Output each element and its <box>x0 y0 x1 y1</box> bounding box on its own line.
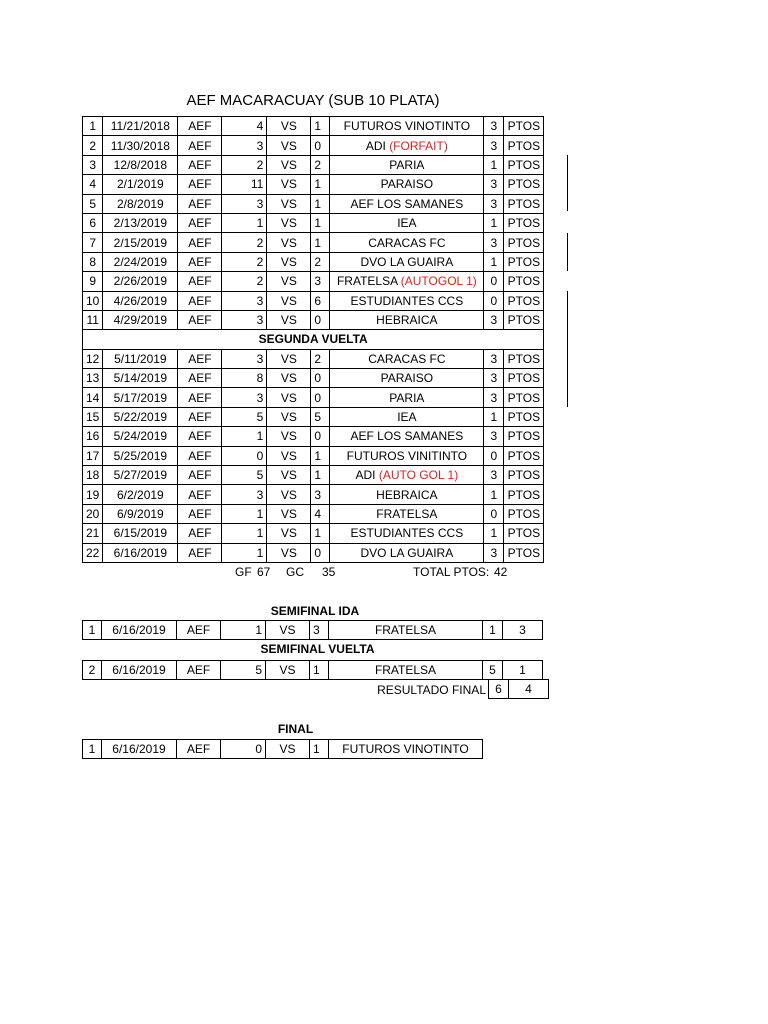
total-pts-value: 42 <box>494 565 508 579</box>
goals-for: 0 <box>221 740 266 759</box>
goals-for: 3 <box>222 349 267 368</box>
match-date: 2/8/2019 <box>103 194 178 213</box>
opponent: FUTUROS VINOTINTO <box>329 740 483 759</box>
vs-label: VS <box>267 504 311 523</box>
league-matches-table <box>82 116 544 563</box>
home-team: AEF <box>178 369 222 388</box>
match-date: 2/24/2019 <box>103 252 178 271</box>
goals-for: 1 <box>222 504 267 523</box>
opponent-name: AEF LOS SAMANES <box>350 429 464 444</box>
home-team: AEF <box>178 233 222 252</box>
home-team: AEF <box>178 117 222 136</box>
points: 3 <box>484 349 504 368</box>
goals-for: 11 <box>222 175 267 194</box>
points-label: PTOS <box>504 117 544 136</box>
points: 3 <box>484 117 504 136</box>
opponent-note: (AUTO GOL 1) <box>378 468 459 483</box>
table-row <box>83 136 544 155</box>
table-row <box>83 117 544 136</box>
opponent <box>330 252 484 271</box>
resultado-final-label: RESULTADO FINAL <box>377 683 486 697</box>
points: 0 <box>484 291 504 310</box>
table-row <box>83 194 544 213</box>
match-date: 5/17/2019 <box>103 388 178 407</box>
match-number: 2 <box>83 661 102 680</box>
opponent-name: ESTUDIANTES CCS <box>350 293 464 308</box>
match-date: 2/13/2019 <box>103 213 178 232</box>
table-row <box>83 466 544 485</box>
match-number: 20 <box>83 504 103 523</box>
points-label: PTOS <box>504 310 544 329</box>
table-row <box>83 427 544 446</box>
margin-line <box>567 233 568 271</box>
opponent <box>330 388 484 407</box>
points: 0 <box>484 504 504 523</box>
match-number: 2 <box>83 136 103 155</box>
match-number: 15 <box>83 407 103 426</box>
match-date: 2/15/2019 <box>103 233 178 252</box>
points-label: PTOS <box>504 136 544 155</box>
match-number: 14 <box>83 388 103 407</box>
points-label: PTOS <box>504 446 544 465</box>
vs-label: VS <box>267 136 311 155</box>
opponent <box>330 446 484 465</box>
gc-total: 35 <box>322 565 336 579</box>
match-number: 1 <box>83 740 102 759</box>
opponent-name: IEA <box>397 410 417 425</box>
opponent-name: ADI <box>365 138 390 153</box>
table-row <box>83 233 544 252</box>
vs-label: VS <box>267 427 311 446</box>
home-team: AEF <box>178 388 222 407</box>
table-row <box>83 155 544 174</box>
opponent-name: FUTUROS VINITINTO <box>346 448 468 463</box>
table-row <box>83 291 544 310</box>
match-number: 9 <box>83 272 103 291</box>
goals-for: 5 <box>222 466 267 485</box>
match-date: 6/16/2019 <box>102 621 177 640</box>
goals-for: 3 <box>222 291 267 310</box>
match-date: 6/2/2019 <box>103 485 178 504</box>
vs-label: VS <box>267 252 311 271</box>
match-number: 7 <box>83 233 103 252</box>
opponent <box>330 213 484 232</box>
opponent-note: (AUTOGOL 1) <box>400 274 477 289</box>
points-label: PTOS <box>504 485 544 504</box>
points: 3 <box>484 175 504 194</box>
goals-for: 3 <box>222 485 267 504</box>
goals-for: 2 <box>222 252 267 271</box>
opponent-name: FRATELSA <box>336 274 401 289</box>
match-number: 1 <box>83 117 103 136</box>
goals-against: 0 <box>311 310 330 329</box>
points: 3 <box>484 194 504 213</box>
goals-against: 3 <box>311 272 330 291</box>
result-b: 4 <box>509 680 549 699</box>
points: 1 <box>484 524 504 543</box>
home-team: AEF <box>178 485 222 504</box>
margin-line <box>567 291 568 407</box>
goals-against: 1 <box>310 740 329 759</box>
points: 1 <box>484 407 504 426</box>
match-number: 8 <box>83 252 103 271</box>
semifinal-vuelta-table <box>82 660 543 680</box>
points: 1 <box>484 213 504 232</box>
home-team: AEF <box>178 213 222 232</box>
table-row <box>83 310 544 329</box>
goals-against: 0 <box>311 427 330 446</box>
goals-against: 1 <box>311 446 330 465</box>
vs-label: VS <box>266 621 310 640</box>
opponent <box>330 543 484 562</box>
vs-label: VS <box>267 310 311 329</box>
table-row <box>83 543 544 562</box>
goals-against: 3 <box>310 621 329 640</box>
goals-for: 3 <box>222 310 267 329</box>
goals-for: 2 <box>222 272 267 291</box>
goals-against: 0 <box>311 388 330 407</box>
opponent-name: FRATELSA <box>376 507 438 521</box>
opponent <box>330 194 484 213</box>
points: 3 <box>484 310 504 329</box>
match-number: 1 <box>83 621 102 640</box>
vs-label: VS <box>267 369 311 388</box>
match-date: 4/29/2019 <box>103 310 178 329</box>
final-label: FINAL <box>277 722 314 736</box>
opponent-name: PARIA <box>389 157 425 172</box>
points-label: PTOS <box>504 194 544 213</box>
table-row <box>83 272 544 291</box>
score-a: 5 <box>483 661 503 680</box>
match-date: 6/16/2019 <box>102 661 177 680</box>
match-number: 6 <box>83 213 103 232</box>
match-date: 6/9/2019 <box>103 504 178 523</box>
opponent <box>330 485 484 504</box>
segunda-vuelta-rows <box>83 349 544 562</box>
goals-for: 1 <box>222 524 267 543</box>
vs-label: VS <box>267 291 311 310</box>
home-team: AEF <box>177 621 221 640</box>
opponent-name: AEF LOS SAMANES <box>350 196 464 211</box>
match-date: 5/22/2019 <box>103 407 178 426</box>
table-row <box>83 407 544 426</box>
final-table <box>82 739 483 759</box>
table-row <box>83 349 544 368</box>
home-team: AEF <box>178 194 222 213</box>
vs-label: VS <box>267 466 311 485</box>
home-team: AEF <box>178 252 222 271</box>
segunda-vuelta-header <box>83 330 544 349</box>
gc-label: GC <box>286 565 304 579</box>
match-date: 5/24/2019 <box>103 427 178 446</box>
opponent-name: ESTUDIANTES CCS <box>350 526 464 541</box>
opponent-name: HEBRAICA <box>376 487 438 502</box>
goals-against: 1 <box>311 175 330 194</box>
opponent-name: FUTUROS VINOTINTO <box>343 119 471 134</box>
points-label: PTOS <box>504 369 544 388</box>
home-team: AEF <box>177 661 221 680</box>
points: 3 <box>484 543 504 562</box>
goals-for: 2 <box>222 233 267 252</box>
opponent <box>330 175 484 194</box>
opponent-name: IEA <box>397 216 417 231</box>
semifinal-ida-label: SEMIFINAL IDA <box>270 604 360 618</box>
score-b: 1 <box>503 661 543 680</box>
goals-for: 5 <box>222 407 267 426</box>
home-team: AEF <box>178 155 222 174</box>
primera-vuelta-rows <box>83 117 544 330</box>
points: 3 <box>484 466 504 485</box>
table-row <box>489 680 549 699</box>
result-a: 6 <box>489 680 509 699</box>
vs-label: VS <box>266 661 310 680</box>
score-a: 1 <box>483 621 503 640</box>
goals-for: 3 <box>222 136 267 155</box>
home-team: AEF <box>178 466 222 485</box>
opponent-name: PARIA <box>389 390 425 405</box>
vs-label: VS <box>267 117 311 136</box>
table-row <box>83 446 544 465</box>
match-date: 4/26/2019 <box>103 291 178 310</box>
opponent <box>330 136 484 155</box>
goals-for: 1 <box>221 621 266 640</box>
vs-label: VS <box>267 349 311 368</box>
home-team: AEF <box>178 136 222 155</box>
opponent-name: HEBRAICA <box>376 313 438 328</box>
opponent-name: ADI <box>355 468 379 483</box>
goals-against: 1 <box>311 213 330 232</box>
goals-for: 2 <box>222 155 267 174</box>
match-date: 5/14/2019 <box>103 369 178 388</box>
goals-against: 0 <box>311 543 330 562</box>
points-label: PTOS <box>504 427 544 446</box>
opponent <box>330 427 484 446</box>
vs-label: VS <box>267 194 311 213</box>
match-number: 13 <box>83 369 103 388</box>
opponent-note: (FORFAIT) <box>389 138 448 153</box>
opponent-name: CARACAS FC <box>368 235 446 250</box>
semifinal-vuelta-label: SEMIFINAL VUELTA <box>260 642 375 656</box>
match-number: 17 <box>83 446 103 465</box>
vs-label: VS <box>267 175 311 194</box>
points: 0 <box>484 446 504 465</box>
points-label: PTOS <box>504 213 544 232</box>
points: 1 <box>484 155 504 174</box>
points: 3 <box>484 369 504 388</box>
goals-for: 5 <box>221 661 266 680</box>
table-row <box>83 485 544 504</box>
resultado-final-table <box>488 679 549 699</box>
match-date: 5/27/2019 <box>103 466 178 485</box>
vs-label: VS <box>266 740 310 759</box>
match-date: 11/30/2018 <box>103 136 178 155</box>
table-row <box>83 369 544 388</box>
match-number: 4 <box>83 175 103 194</box>
vs-label: VS <box>267 446 311 465</box>
score-b: 3 <box>503 621 543 640</box>
home-team: AEF <box>178 543 222 562</box>
points-label: PTOS <box>504 349 544 368</box>
goals-for: 3 <box>222 194 267 213</box>
document-title: AEF MACARACUAY (SUB 10 PLATA) <box>186 92 440 109</box>
points-label: PTOS <box>504 175 544 194</box>
points: 3 <box>484 427 504 446</box>
match-date: 2/26/2019 <box>103 272 178 291</box>
opponent-name: PARAISO <box>380 177 434 192</box>
goals-against: 4 <box>311 504 330 523</box>
points-label: PTOS <box>504 155 544 174</box>
match-number: 3 <box>83 155 103 174</box>
points-label: PTOS <box>504 272 544 291</box>
table-row <box>83 388 544 407</box>
match-number: 12 <box>83 349 103 368</box>
opponent <box>330 310 484 329</box>
margin-line <box>567 155 568 211</box>
goals-against: 5 <box>311 407 330 426</box>
points: 1 <box>484 485 504 504</box>
home-team: AEF <box>177 740 221 759</box>
table-row <box>83 524 544 543</box>
vs-label: VS <box>267 213 311 232</box>
points-label: PTOS <box>504 388 544 407</box>
goals-against: 0 <box>311 136 330 155</box>
total-pts-label: TOTAL PTOS: <box>413 565 490 579</box>
goals-against: 1 <box>311 194 330 213</box>
opponent-name: DVO LA GUAIRA <box>360 254 454 269</box>
goals-against: 2 <box>311 252 330 271</box>
opponent <box>330 524 484 543</box>
home-team: AEF <box>178 504 222 523</box>
goals-for: 0 <box>222 446 267 465</box>
vs-label: VS <box>267 155 311 174</box>
semifinal-ida-table <box>82 620 543 640</box>
match-date: 5/25/2019 <box>103 446 178 465</box>
goals-against: 0 <box>311 369 330 388</box>
goals-for: 4 <box>222 117 267 136</box>
goals-against: 2 <box>311 155 330 174</box>
points-label: PTOS <box>504 524 544 543</box>
match-date: 12/8/2018 <box>103 155 178 174</box>
match-date: 2/1/2019 <box>103 175 178 194</box>
table-row <box>83 252 544 271</box>
home-team: AEF <box>178 446 222 465</box>
points-label: PTOS <box>504 407 544 426</box>
home-team: AEF <box>178 349 222 368</box>
match-date: 6/16/2019 <box>103 543 178 562</box>
opponent <box>330 272 484 291</box>
match-number: 22 <box>83 543 103 562</box>
points: 0 <box>484 272 504 291</box>
opponent <box>330 407 484 426</box>
goals-for: 3 <box>222 388 267 407</box>
points: 3 <box>484 136 504 155</box>
opponent: FRATELSA <box>329 621 483 640</box>
gf-total: 67 <box>257 565 271 579</box>
goals-against: 1 <box>311 233 330 252</box>
goals-for: 8 <box>222 369 267 388</box>
home-team: AEF <box>178 272 222 291</box>
match-number: 21 <box>83 524 103 543</box>
table-row <box>83 740 483 759</box>
opponent <box>330 349 484 368</box>
match-number: 19 <box>83 485 103 504</box>
table-row <box>83 661 543 680</box>
opponent <box>330 291 484 310</box>
match-date: 5/11/2019 <box>103 349 178 368</box>
vs-label: VS <box>267 233 311 252</box>
home-team: AEF <box>178 291 222 310</box>
opponent: FRATELSA <box>329 661 483 680</box>
opponent <box>330 504 484 523</box>
opponent <box>330 117 484 136</box>
match-date: 6/16/2019 <box>102 740 177 759</box>
goals-for: 1 <box>222 427 267 446</box>
points-label: PTOS <box>504 504 544 523</box>
opponent <box>330 233 484 252</box>
goals-against: 1 <box>311 117 330 136</box>
match-number: 18 <box>83 466 103 485</box>
table-row <box>83 213 544 232</box>
vs-label: VS <box>267 524 311 543</box>
goals-against: 1 <box>311 524 330 543</box>
table-row <box>83 621 543 640</box>
table-row <box>83 175 544 194</box>
vs-label: VS <box>267 543 311 562</box>
opponent <box>330 155 484 174</box>
points-label: PTOS <box>504 252 544 271</box>
vs-label: VS <box>267 485 311 504</box>
table-row <box>83 504 544 523</box>
goals-against: 3 <box>311 485 330 504</box>
match-number: 5 <box>83 194 103 213</box>
goals-against: 1 <box>311 466 330 485</box>
home-team: AEF <box>178 407 222 426</box>
points-label: PTOS <box>504 291 544 310</box>
vs-label: VS <box>267 272 311 291</box>
goals-for: 1 <box>222 213 267 232</box>
points-label: PTOS <box>504 466 544 485</box>
points: 3 <box>484 388 504 407</box>
points-label: PTOS <box>504 233 544 252</box>
match-date: 11/21/2018 <box>103 117 178 136</box>
opponent-name: PARAISO <box>380 371 434 386</box>
opponent-name: CARACAS FC <box>368 351 446 366</box>
opponent <box>330 466 484 485</box>
section-label: SEGUNDA VUELTA <box>83 330 544 349</box>
opponent-name: DVO LA GUAIRA <box>360 545 454 560</box>
points: 1 <box>484 252 504 271</box>
home-team: AEF <box>178 175 222 194</box>
gf-label: GF <box>235 565 252 579</box>
goals-against: 1 <box>310 661 329 680</box>
opponent <box>330 369 484 388</box>
match-number: 11 <box>83 310 103 329</box>
vs-label: VS <box>267 388 311 407</box>
home-team: AEF <box>178 310 222 329</box>
match-date: 6/15/2019 <box>103 524 178 543</box>
match-number: 16 <box>83 427 103 446</box>
match-number: 10 <box>83 291 103 310</box>
points: 3 <box>484 233 504 252</box>
vs-label: VS <box>267 407 311 426</box>
home-team: AEF <box>178 524 222 543</box>
goals-against: 2 <box>311 349 330 368</box>
home-team: AEF <box>178 427 222 446</box>
points-label: PTOS <box>504 543 544 562</box>
goals-against: 6 <box>311 291 330 310</box>
goals-for: 1 <box>222 543 267 562</box>
